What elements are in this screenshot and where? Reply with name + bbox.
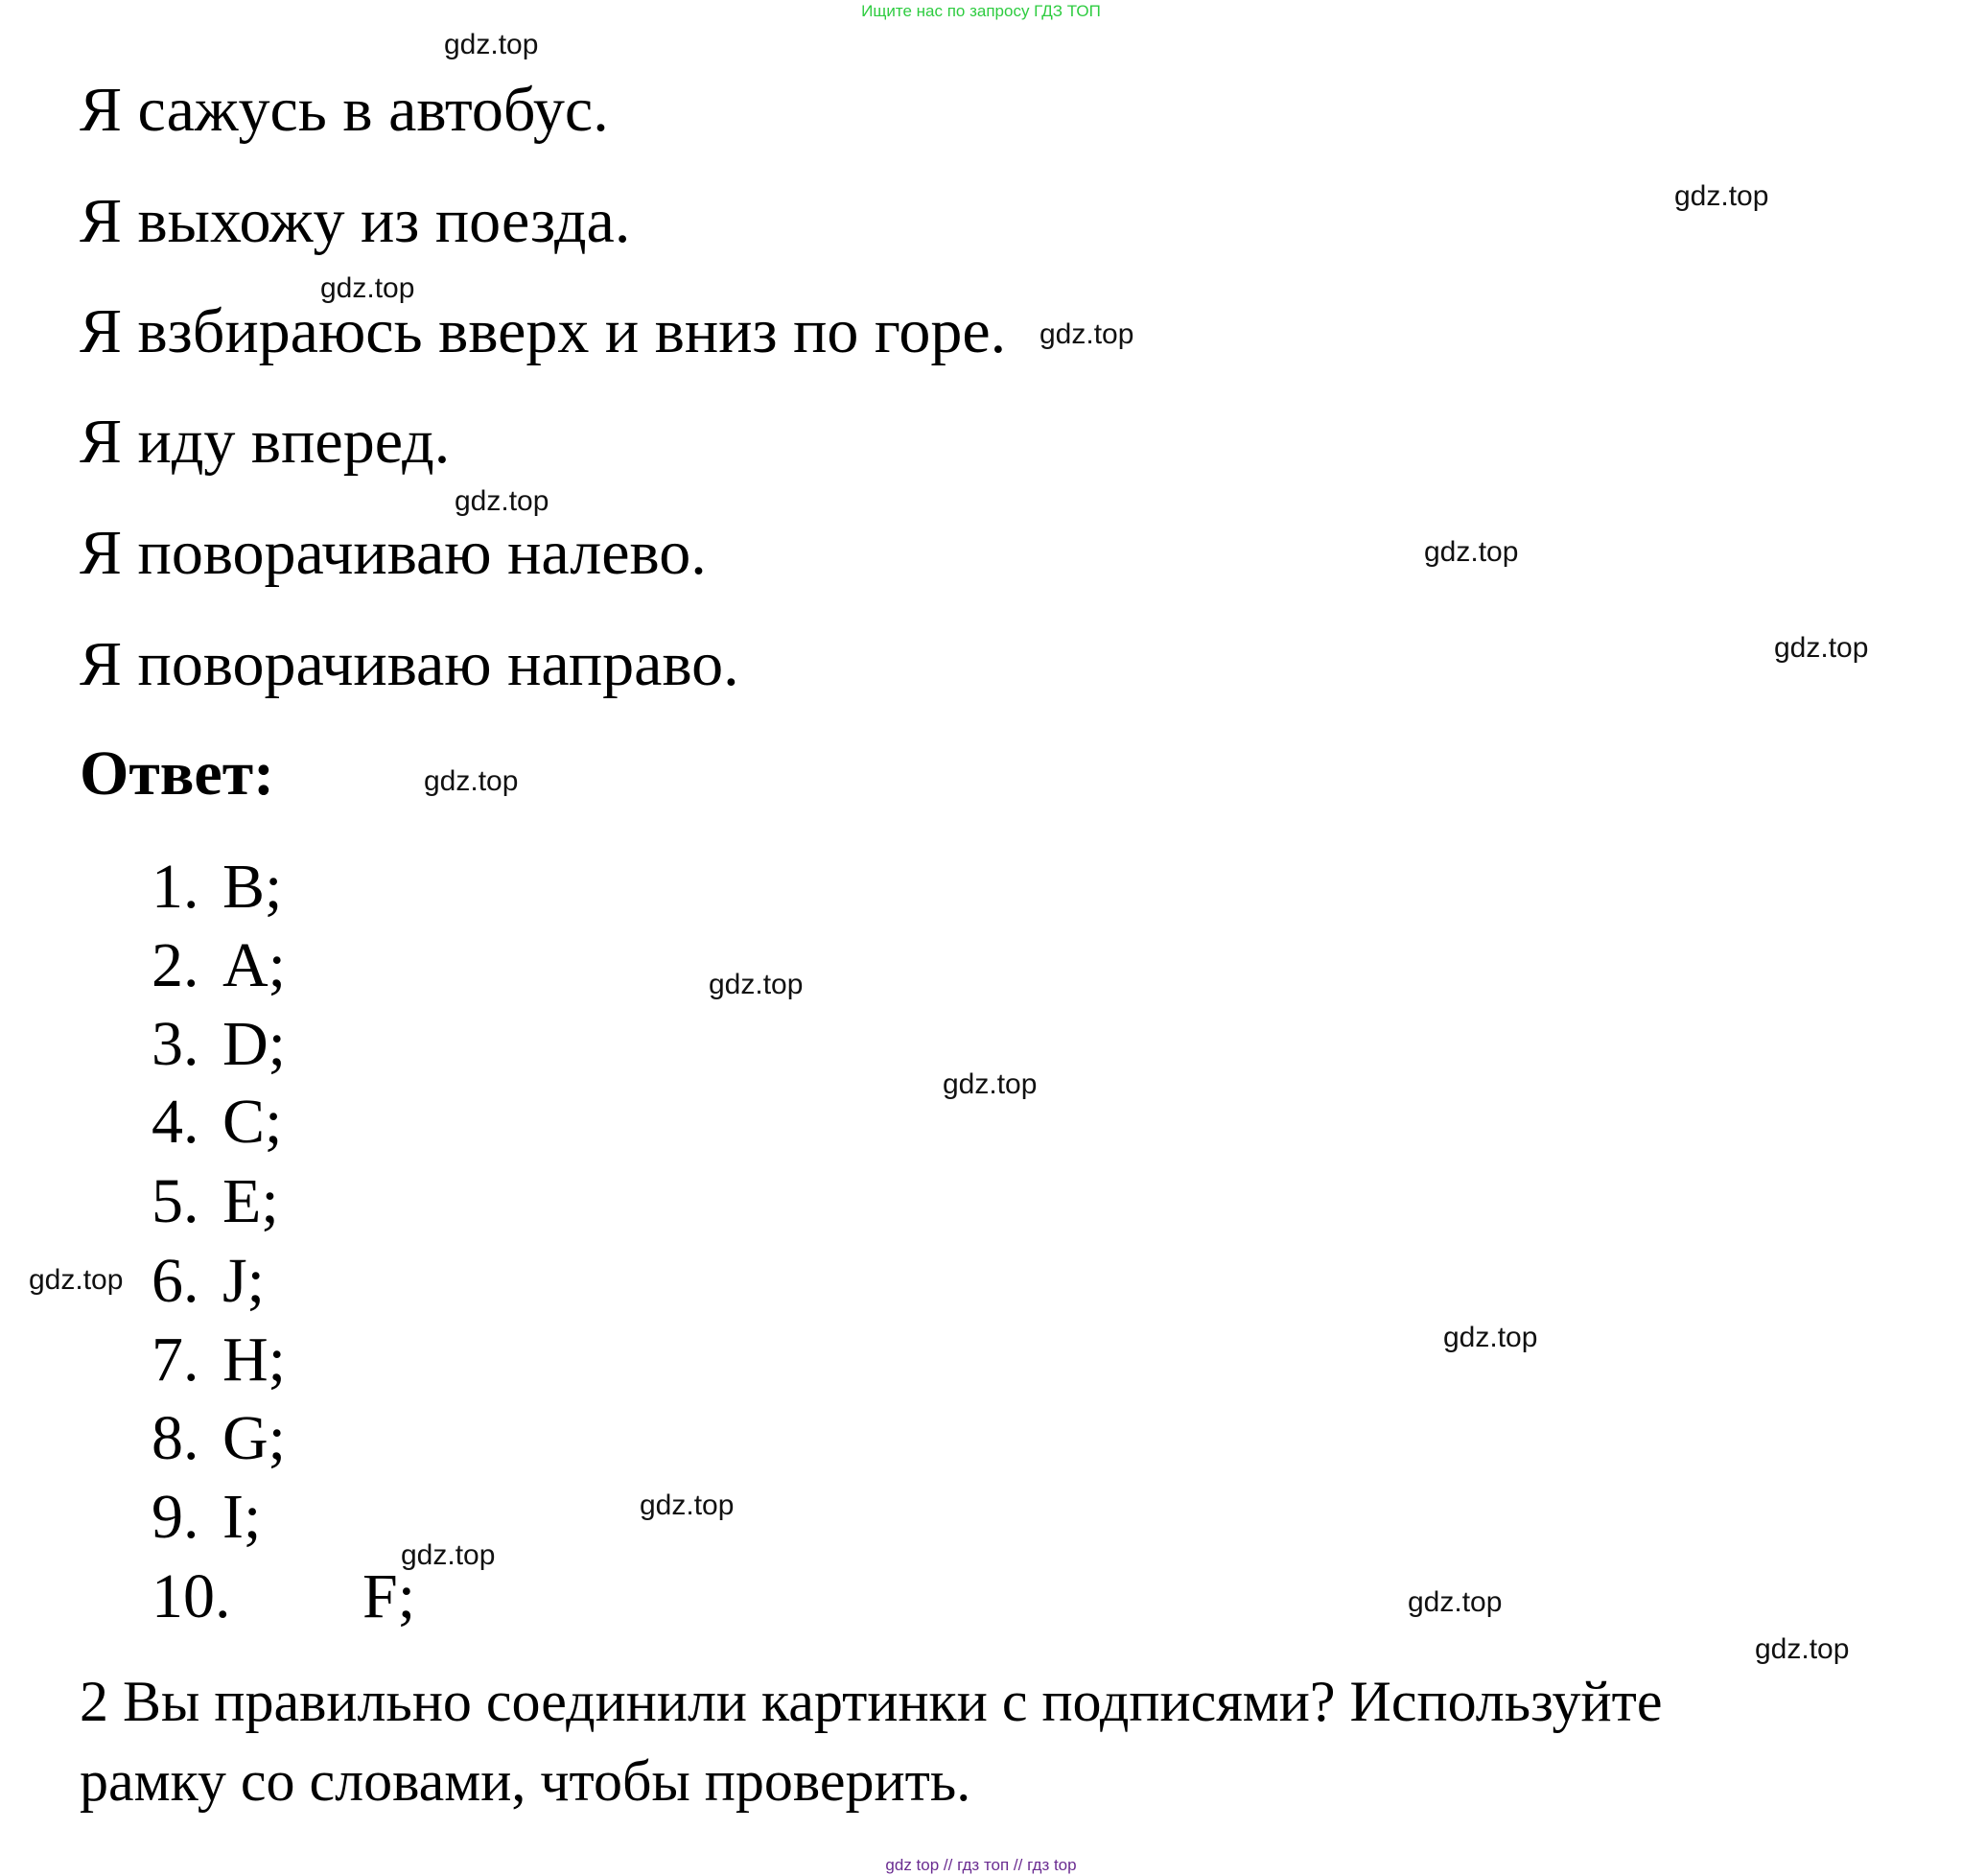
- answer-item-number: 5.: [152, 1166, 199, 1236]
- answer-item-number: 1.: [152, 852, 199, 922]
- sentence-4: Я иду вперед.: [80, 407, 451, 477]
- watermark: gdz.top: [444, 29, 539, 60]
- watermark: gdz.top: [1774, 632, 1869, 664]
- watermark: gdz.top: [401, 1539, 496, 1571]
- answer-item-letter: H;: [222, 1325, 286, 1395]
- answer-item-number: 2.: [152, 930, 199, 1000]
- watermark: gdz.top: [709, 969, 804, 1000]
- sentence-5: Я поворачиваю налево.: [80, 518, 707, 588]
- sentence-6: Я поворачиваю направо.: [80, 629, 739, 699]
- footer-text: gdz top // гдз топ // гдз top: [885, 1856, 1077, 1874]
- sentence-2: Я выхожу из поезда.: [80, 186, 631, 256]
- sentence-1: Я сажусь в автобус.: [80, 75, 609, 145]
- answer-item-number: 10.: [152, 1561, 231, 1631]
- answer-item-letter: E;: [222, 1166, 279, 1236]
- watermark: gdz.top: [1755, 1633, 1850, 1665]
- watermark: gdz.top: [1443, 1322, 1538, 1353]
- answer-heading: Ответ:: [80, 739, 275, 809]
- sentence-3: Я взбираюсь вверх и вниз по горе.: [80, 296, 1007, 366]
- watermark: gdz.top: [455, 485, 549, 517]
- answer-item-letter: J;: [222, 1246, 266, 1316]
- answer-item-letter: B;: [222, 852, 283, 922]
- answer-item-letter: D;: [222, 1009, 286, 1079]
- answer-item-number: 3.: [152, 1009, 199, 1079]
- watermark: gdz.top: [1039, 318, 1134, 350]
- watermark: gdz.top: [424, 765, 519, 797]
- question-2-line-2: рамку со словами, чтобы проверить.: [80, 1749, 971, 1813]
- top-banner: Ищите нас по запросу ГДЗ ТОП: [861, 2, 1101, 20]
- answer-item-letter: G;: [222, 1403, 286, 1473]
- watermark: gdz.top: [1424, 536, 1519, 568]
- watermark: gdz.top: [640, 1489, 735, 1521]
- question-2-line-1: 2 Вы правильно соединили картинки с подписями? Используйте: [80, 1670, 1663, 1733]
- answer-item-number: 7.: [152, 1325, 199, 1395]
- watermark: gdz.top: [29, 1264, 124, 1296]
- answer-item-letter: A;: [222, 930, 286, 1000]
- watermark: gdz.top: [320, 272, 415, 304]
- answer-item-letter: F;: [362, 1561, 416, 1631]
- watermark: gdz.top: [943, 1068, 1038, 1100]
- answer-item-letter: I;: [222, 1482, 262, 1552]
- watermark: gdz.top: [1674, 180, 1769, 212]
- watermark: gdz.top: [1408, 1586, 1503, 1618]
- answer-item-number: 9.: [152, 1482, 199, 1552]
- answer-item-letter: C;: [222, 1087, 283, 1157]
- answer-item-number: 4.: [152, 1087, 199, 1157]
- answer-item-number: 6.: [152, 1246, 199, 1316]
- answer-item-number: 8.: [152, 1403, 199, 1473]
